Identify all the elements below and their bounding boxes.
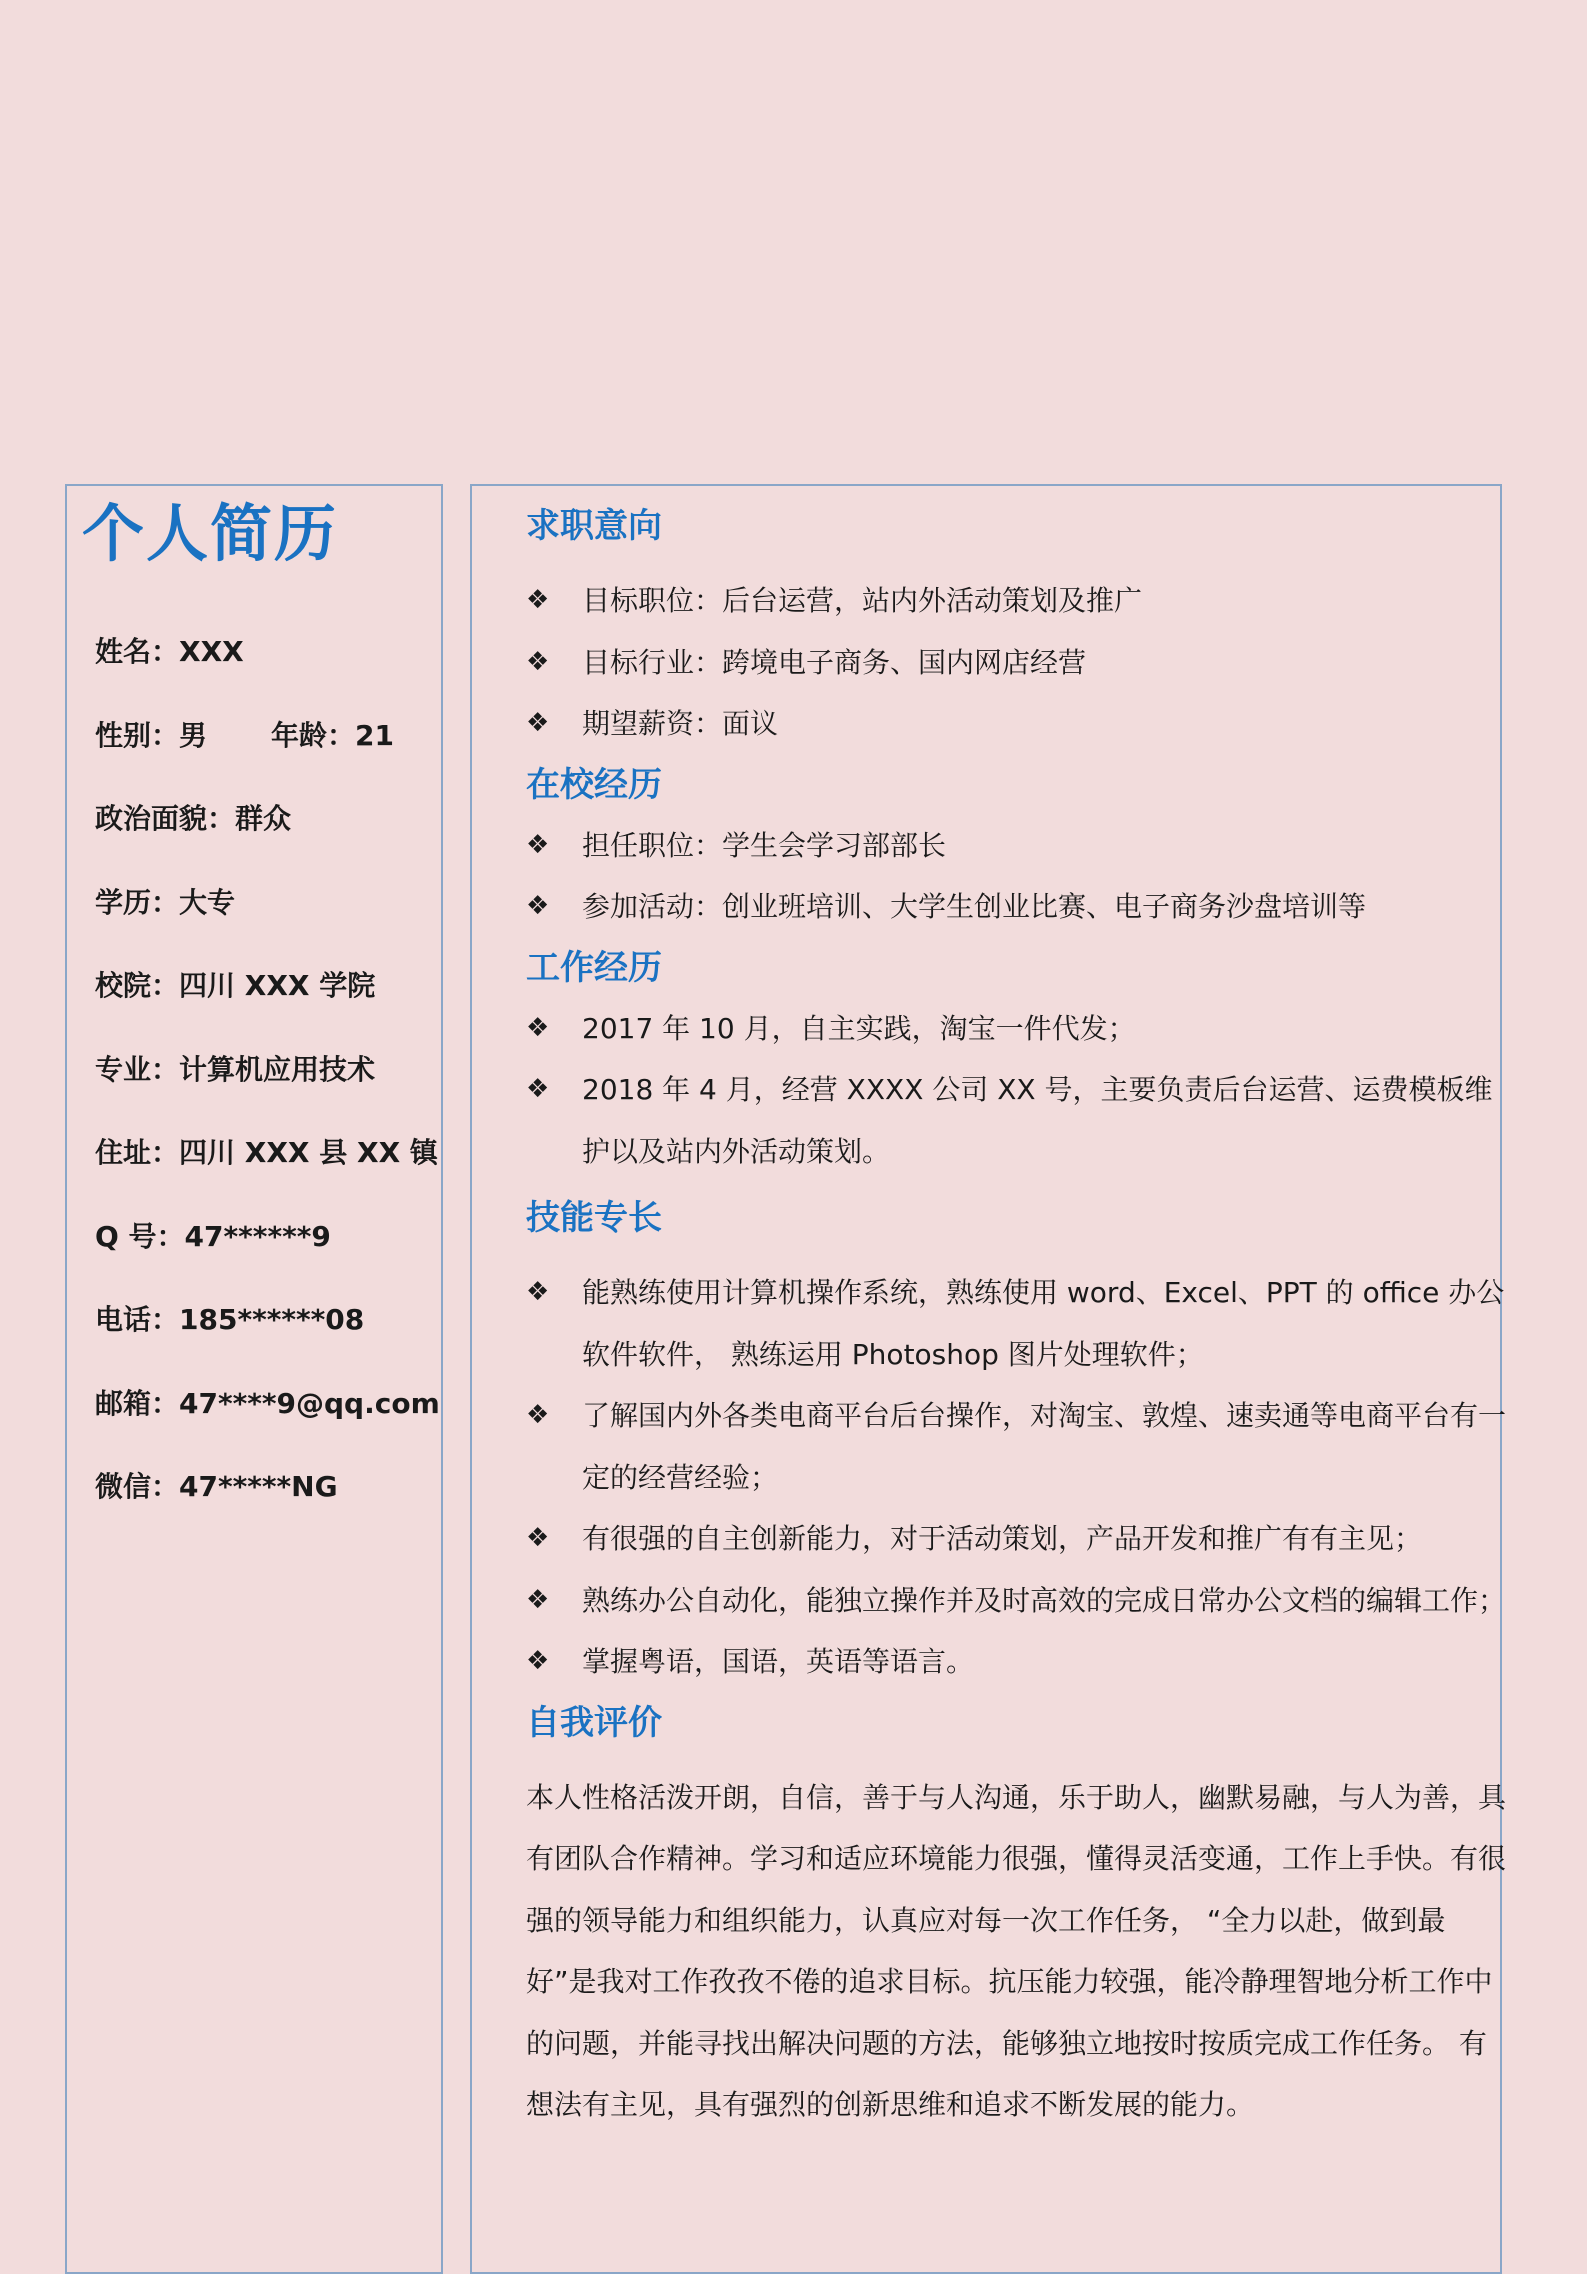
info-major: 专业：计算机应用技术 (95, 1052, 376, 1086)
bullet-icon: ❖ (526, 708, 550, 738)
bullet-icon: ❖ (526, 891, 550, 921)
self-evaluation-text: 本人性格活泼开朗，自信，善于与人沟通，乐于助人，幽默易融，与人为善，具有团队合作精神。学习和适应环境能力很强，懂得灵活变通，工作上手快。有很强的领导能力和组织能力，认真应对每一次工作任务， “全力以赴，做到最好”是我对工作孜孜不倦的追求目标。抗压能力较强，能冷静理智地分析工作中的问题，并能寻找出解决问题的方法，能够独立地按时按质完成工作任务。 有想法有主见，具有强烈的创新思维和追求不断发展的能力。 (526, 1780, 1507, 2121)
bullet-icon: ❖ (526, 1074, 550, 1104)
info-phone: 电话：185******08 (95, 1303, 365, 1336)
bullet-icon: ❖ (526, 585, 550, 615)
info-school: 校院：四川 XXX 学院 (95, 969, 376, 1002)
section-title-work-experience: 工作经历 (526, 947, 662, 988)
list-item-text: 2018 年 4 月，经营 XXXX 公司 XX 号，主要负责后台运营、运费模板维护以及站内外活动策划。 (582, 1073, 1493, 1168)
section-title-skills: 技能专长 (526, 1198, 662, 1238)
list-item (526, 1385, 1516, 1508)
bullet-icon: ❖ (526, 1012, 550, 1043)
work-experience-list (526, 998, 1516, 1183)
list-item-text: 担任职位：学生会学习部部长 (582, 828, 947, 862)
bullet-icon: ❖ (526, 646, 550, 677)
info-address: 住址：四川 XXX 县 XX 镇 (95, 1136, 438, 1169)
list-item (526, 876, 1516, 938)
list-item (526, 1508, 1516, 1570)
list-item (526, 1059, 1516, 1182)
section-title-job-intention: 求职意向 (526, 506, 662, 546)
resume-title: 个人简历 (82, 497, 339, 570)
info-gender: 性别：男 (95, 718, 208, 752)
info-name: 姓名：XXX (95, 635, 244, 668)
bullet-icon: ❖ (526, 1277, 550, 1307)
skills-list (526, 1262, 1516, 1693)
list-item (526, 1262, 1516, 1385)
info-age: 年龄：21 (271, 718, 394, 752)
list-item (526, 693, 1516, 755)
list-item-text: 目标行业：跨境电子商务、国内网店经营 (582, 645, 1087, 679)
info-email: 邮箱：47****9@qq.com (95, 1386, 440, 1420)
section-title-school-experience: 在校经历 (526, 764, 662, 805)
list-item-text: 期望薪资：面议 (582, 707, 779, 740)
list-item-text: 能熟练使用计算机操作系统，熟练使用 word、Excel、PPT 的 office 办公软件软件， 熟练运用 Photoshop 图片处理软件； (582, 1276, 1505, 1371)
resume-content (526, 496, 1516, 2136)
school-experience-list (526, 815, 1516, 938)
list-item (526, 1631, 1516, 1693)
section-title-self-evaluation: 自我评价 (526, 1702, 662, 1743)
list-item-text: 有很强的自主创新能力，对于活动策划，产品开发和推广有有主见； (582, 1522, 1423, 1555)
bullet-icon: ❖ (526, 1523, 550, 1553)
list-item-text: 掌握粤语，国语，英语等语言。 (582, 1645, 975, 1678)
info-education: 学历：大专 (95, 885, 236, 919)
bullet-icon: ❖ (526, 1400, 550, 1430)
list-item-text: 熟练办公自动化，能独立操作并及时高效的完成日常办公文档的编辑工作； (582, 1583, 1507, 1617)
list-item-text: 参加活动：创业班培训、大学生创业比赛、电子商务沙盘培训等 (582, 890, 1367, 923)
personal-info-list (95, 624, 440, 1543)
list-item (526, 998, 1516, 1060)
list-item (526, 815, 1516, 877)
info-qq: Q 号：47******9 (95, 1219, 331, 1253)
list-item (526, 1570, 1516, 1632)
list-item-text: 了解国内外各类电商平台后台操作，对淘宝、敦煌、速卖通等电商平台有一定的经营经验； (582, 1399, 1507, 1494)
info-wechat: 微信：47*****NG (95, 1470, 338, 1503)
list-item (526, 632, 1516, 694)
bullet-icon: ❖ (526, 1584, 550, 1615)
bullet-icon: ❖ (526, 1646, 550, 1676)
list-item (526, 570, 1516, 632)
list-item-text: 2017 年 10 月，自主实践，淘宝一件代发； (582, 1011, 1136, 1045)
list-item-text: 目标职位：后台运营，站内外活动策划及推广 (582, 584, 1143, 617)
bullet-icon: ❖ (526, 829, 550, 860)
info-gender-age (95, 708, 440, 792)
info-political: 政治面貌：群众 (95, 802, 292, 835)
job-intention-list (526, 570, 1516, 755)
